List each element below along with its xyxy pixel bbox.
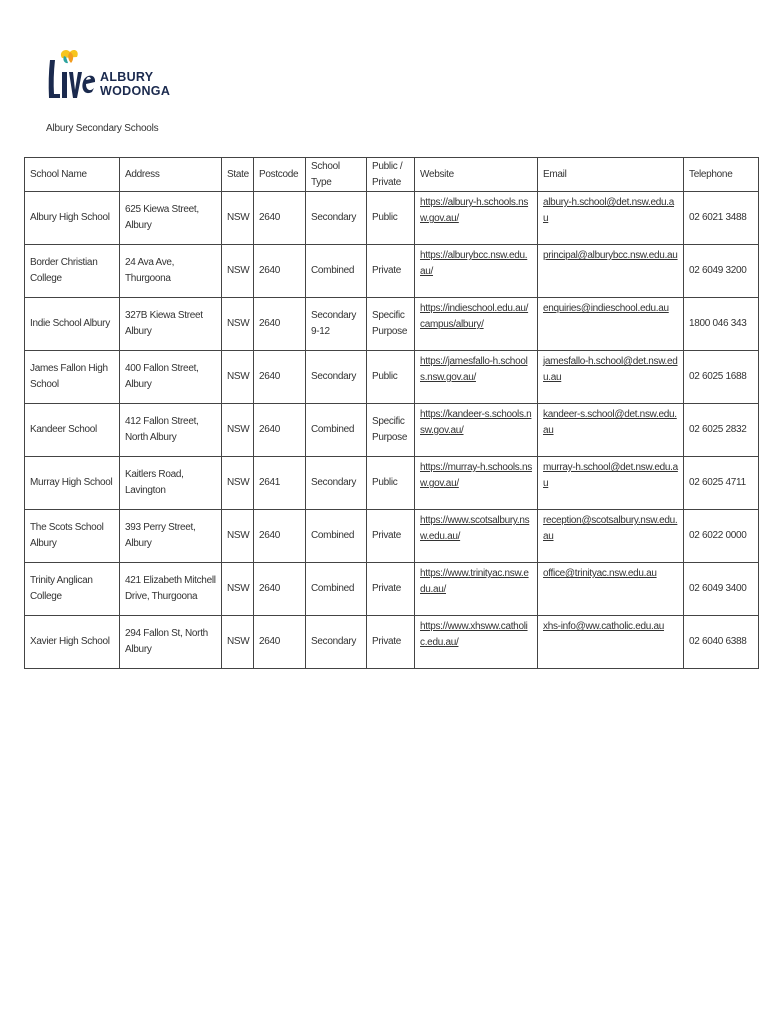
cell-email [538,245,684,298]
table-row [25,563,759,616]
table-row [25,404,759,457]
cell-postcode: 2640 [254,404,306,457]
cell-telephone: 02 6040 6388 [684,616,759,669]
cell-sector: Public [367,351,415,404]
cell-state: NSW [222,245,254,298]
live-logo-mark [44,48,102,108]
website-link[interactable]: https://kandeer-s.schools.nsw.gov.au/ [420,409,532,436]
cell-state: NSW [222,510,254,563]
cell-school-type: Secondary 9-12 [306,298,367,351]
cell-postcode: 2640 [254,510,306,563]
cell-sector: Public [367,457,415,510]
cell-postcode: 2640 [254,245,306,298]
cell-email [538,457,684,510]
cell-telephone: 02 6049 3200 [684,245,759,298]
cell-website [415,192,538,245]
email-link[interactable]: enquiries@indieschool.edu.au [543,303,669,314]
cell-address: 24 Ava Ave, Thurgoona [120,245,222,298]
cell-telephone: 02 6049 3400 [684,563,759,616]
cell-school-name: Trinity Anglican College [25,563,120,616]
cell-postcode: 2640 [254,563,306,616]
cell-state: NSW [222,404,254,457]
email-link[interactable]: xhs-info@ww.catholic.edu.au [543,621,665,632]
cell-website [415,351,538,404]
table-row [25,245,759,298]
cell-state: NSW [222,192,254,245]
cell-email [538,192,684,245]
live-albury-wodonga-logo [44,48,184,108]
email-link[interactable]: jamesfallo-h.school@det.nsw.edu.au [543,356,678,383]
header-email: Email [538,158,684,192]
website-link[interactable]: https://albury-h.schools.nsw.gov.au/ [420,197,529,224]
cell-telephone: 02 6025 2832 [684,404,759,457]
table-row [25,457,759,510]
logo-wordmark [100,70,170,98]
cell-school-name: Albury High School [25,192,120,245]
logo-line-albury: ALBURY [100,70,154,84]
cell-state: NSW [222,351,254,404]
cell-state: NSW [222,457,254,510]
header-postcode: Postcode [254,158,306,192]
cell-address: Kaitlers Road, Lavington [120,457,222,510]
email-link[interactable]: reception@scotsalbury.nsw.edu.au [543,515,678,542]
table-header-row [25,158,759,192]
cell-telephone: 1800 046 343 [684,298,759,351]
cell-telephone: 02 6022 0000 [684,510,759,563]
table-row [25,510,759,563]
cell-sector: Private [367,616,415,669]
cell-address: 393 Perry Street, Albury [120,510,222,563]
schools-table [24,157,759,669]
header-website: Website [415,158,538,192]
cell-sector: Specific Purpose [367,298,415,351]
cell-address: 294 Fallon St, North Albury [120,616,222,669]
email-link[interactable]: murray-h.school@det.nsw.edu.au [543,462,678,489]
email-link[interactable]: principal@alburybcc.nsw.edu.au [543,250,678,261]
cell-address: 412 Fallon Street, North Albury [120,404,222,457]
cell-sector: Private [367,245,415,298]
cell-school-type: Combined [306,404,367,457]
email-link[interactable]: albury-h.school@det.nsw.edu.au [543,197,674,224]
cell-postcode: 2640 [254,298,306,351]
cell-school-name: Xavier High School [25,616,120,669]
cell-school-name: Kandeer School [25,404,120,457]
cell-postcode: 2640 [254,616,306,669]
cell-email [538,563,684,616]
cell-telephone: 02 6025 1688 [684,351,759,404]
header-telephone: Telephone [684,158,759,192]
table-row [25,192,759,245]
cell-email [538,298,684,351]
logo-line-wodonga: WODONGA [100,84,171,98]
cell-school-type: Secondary [306,192,367,245]
cell-school-type: Secondary [306,616,367,669]
cell-address: 421 Elizabeth Mitchell Drive, Thurgoona [120,563,222,616]
cell-school-type: Secondary [306,457,367,510]
cell-postcode: 2641 [254,457,306,510]
website-link[interactable]: https://jamesfallo-h.schools.nsw.gov.au/ [420,356,528,383]
header-state: State [222,158,254,192]
table-row [25,298,759,351]
cell-sector: Public [367,192,415,245]
cell-school-type: Combined [306,510,367,563]
cell-telephone: 02 6025 4711 [684,457,759,510]
cell-email [538,351,684,404]
cell-website [415,563,538,616]
cell-school-name: The Scots School Albury [25,510,120,563]
cell-school-type: Combined [306,563,367,616]
header-address: Address [120,158,222,192]
cell-postcode: 2640 [254,192,306,245]
website-link[interactable]: https://murray-h.schools.nsw.gov.au/ [420,462,532,489]
cell-telephone: 02 6021 3488 [684,192,759,245]
cell-email [538,510,684,563]
website-link[interactable]: https://www.xhsww.catholic.edu.au/ [420,621,528,648]
cell-address: 625 Kiewa Street, Albury [120,192,222,245]
website-link[interactable]: https://indieschool.edu.au/campus/albury/ [420,303,529,330]
cell-address: 327B Kiewa Street Albury [120,298,222,351]
email-link[interactable]: kandeer-s.school@det.nsw.edu.au [543,409,677,436]
cell-state: NSW [222,298,254,351]
cell-sector: Private [367,510,415,563]
cell-postcode: 2640 [254,351,306,404]
website-link[interactable]: https://alburybcc.nsw.edu.au/ [420,250,528,277]
email-link[interactable]: office@trinityac.nsw.edu.au [543,568,657,579]
cell-website [415,457,538,510]
cell-state: NSW [222,563,254,616]
cell-school-name: Indie School Albury [25,298,120,351]
cell-school-name: Murray High School [25,457,120,510]
cell-school-name: Border Christian College [25,245,120,298]
cell-sector: Specific Purpose [367,404,415,457]
cell-website [415,404,538,457]
cell-website [415,510,538,563]
cell-email [538,616,684,669]
cell-sector: Private [367,563,415,616]
document-title: Albury Secondary Schools [46,123,159,134]
cell-school-type: Secondary [306,351,367,404]
header-school-name: School Name [25,158,120,192]
cell-website [415,616,538,669]
cell-website [415,298,538,351]
table-row [25,351,759,404]
cell-school-type: Combined [306,245,367,298]
cell-school-name: James Fallon High School [25,351,120,404]
header-sector: Public / Private [367,158,415,192]
header-school-type: School Type [306,158,367,192]
website-link[interactable]: https://www.trinityac.nsw.edu.au/ [420,568,529,595]
cell-state: NSW [222,616,254,669]
cell-email [538,404,684,457]
table-row [25,616,759,669]
website-link[interactable]: https://www.scotsalbury.nsw.edu.au/ [420,515,530,542]
cell-website [415,245,538,298]
cell-address: 400 Fallon Street, Albury [120,351,222,404]
